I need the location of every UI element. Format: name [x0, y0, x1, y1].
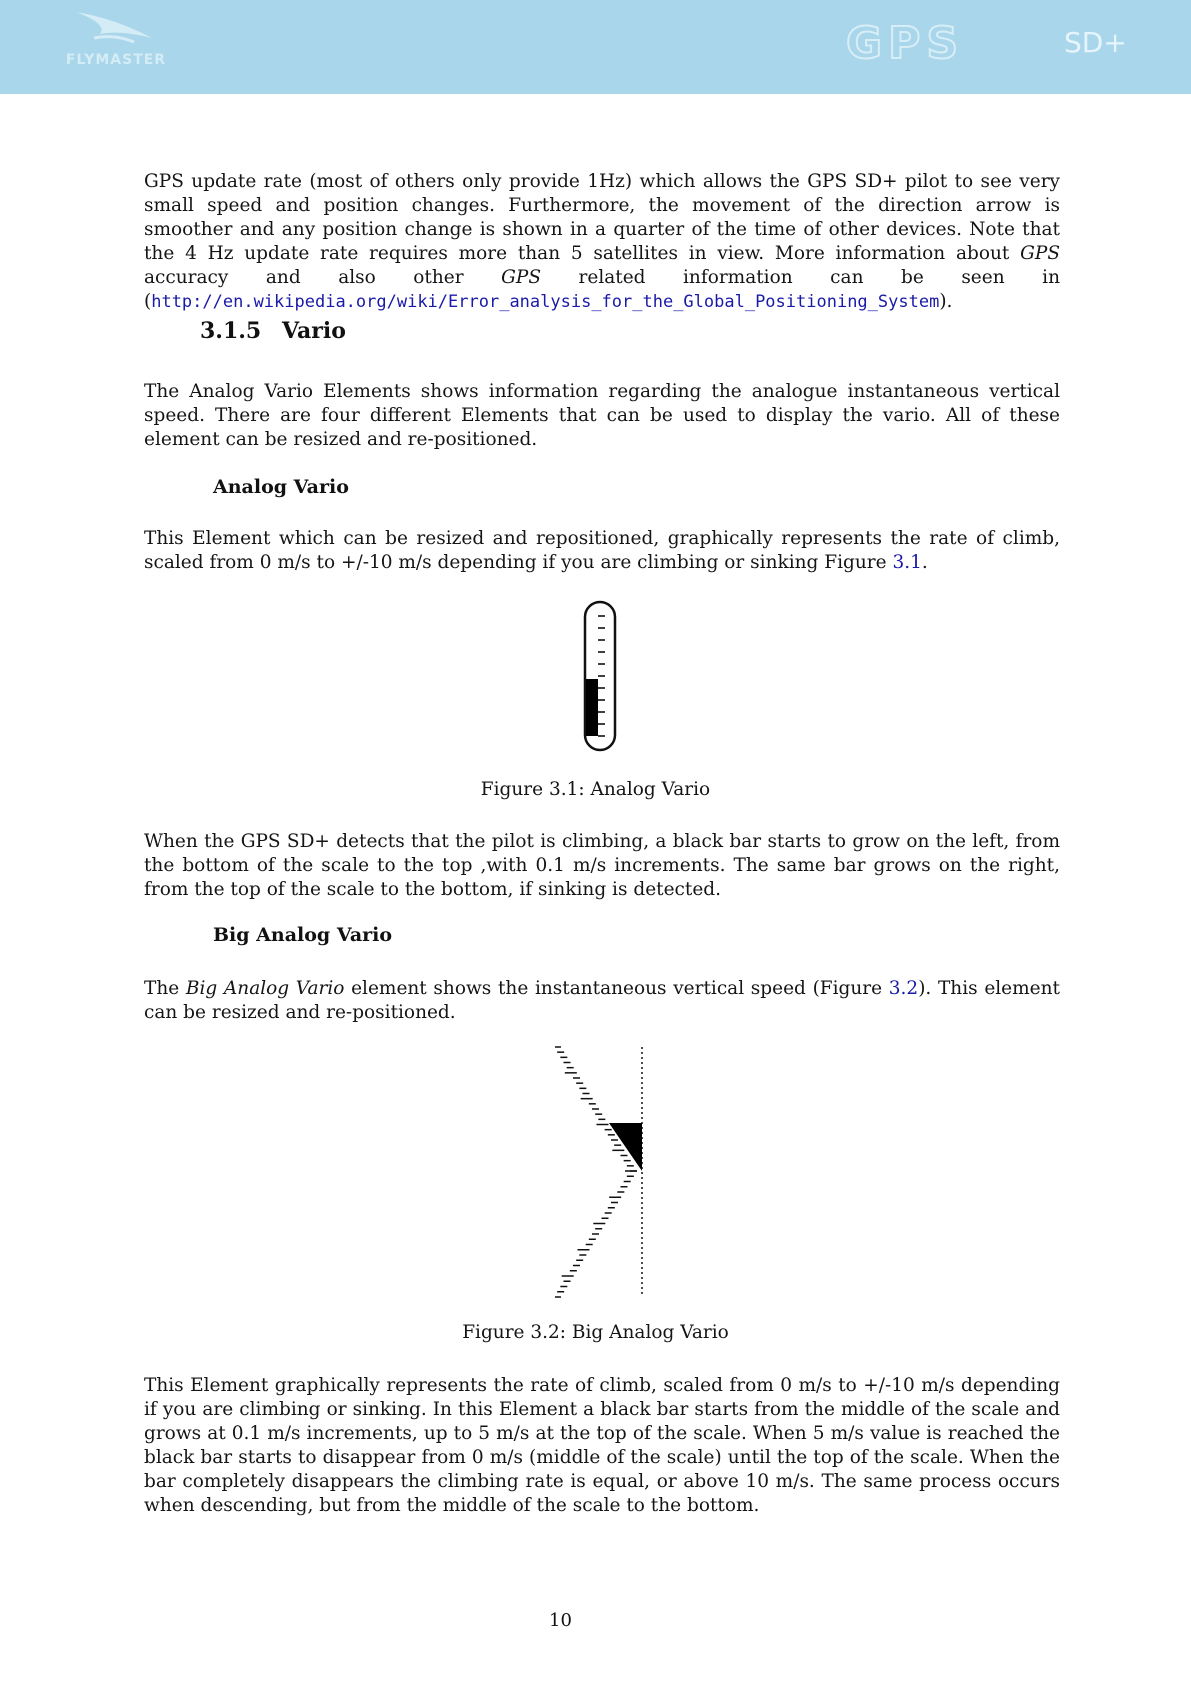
- text-run: GPS update rate (most of others only provide 1Hz) which allows the GPS SD+ pilot to see very small speed and position changes. Furthermore, the movement of the direction arrow is smoother and any position change is shown in a quarter of the time of other devices. Note that the 4 Hz update rate requires more than 5 satellites in view. More information about: [144, 171, 1060, 264]
- figure-3-1-caption: Figure 3.1: Analog Vario: [480, 779, 711, 800]
- figure-3-2-caption: Figure 3.2: Big Analog Vario: [462, 1322, 729, 1343]
- text-run: element shows the instantaneous vertical speed (Figure: [344, 978, 889, 999]
- subhead-big-analog-vario: Big Analog Vario: [213, 924, 393, 946]
- paragraph-climb-bar: [144, 830, 1060, 902]
- figure-ref-link[interactable]: 3.1: [892, 552, 922, 573]
- figure-ref-link[interactable]: 3.2: [888, 978, 919, 999]
- subhead-analog-vario: Analog Vario: [213, 476, 349, 498]
- brand-right-text: GPS: [846, 18, 965, 69]
- brand-right-suffix: SD+: [1064, 26, 1127, 59]
- page-number: 10: [549, 1610, 572, 1631]
- flymaster-wing-icon: [74, 8, 154, 52]
- paragraph-gps-rate: [144, 170, 1060, 314]
- section-number: 3.1.5: [200, 318, 262, 344]
- text-run: The: [144, 978, 186, 999]
- paragraph-vario-intro: [144, 380, 1060, 452]
- paragraph-text: When the GPS SD+ detects that the pilot is climbing, a black bar starts to grow on the left, from the bottom of the scale to the top ,with 0.1 m/s increments. The same bar grows on the right, from the top of the scale to the bottom, if sinking is detected.: [144, 831, 1060, 900]
- text-em: Big Analog Vario: [185, 978, 345, 999]
- paragraph-big-analog-behaviour: [144, 1374, 1060, 1518]
- text-em: GPS: [501, 267, 541, 288]
- flymaster-logo: [56, 8, 176, 72]
- section-heading: [200, 318, 346, 344]
- wikipedia-link[interactable]: http://en.wikipedia.org/wiki/Error_analysis_for_the_Global_Positioning_System: [151, 292, 940, 312]
- text-run: .: [921, 552, 928, 573]
- text-em: GPS: [1020, 243, 1060, 264]
- paragraph-big-analog-desc: [144, 977, 1060, 1025]
- page-header: [0, 0, 1191, 94]
- text-run: accuracy and also other: [144, 267, 502, 288]
- paragraph-text: This Element graphically represents the rate of climb, scaled from 0 m/s to +/-10 m/s depending if you are climbing or sinking. In this Element a black bar starts from the middle of the scale and grows at 0.1 m/s increments, up to 5 m/s at the top of the scale. When 5 m/s value is reached the black bar starts to disappear from 0 m/s (middle of the scale) until the top of the scale. When the bar completely disappears the climbing rate is equal, or above 10 m/s. The same process occurs when descending, but from the middle of the scale to the bottom.: [144, 1375, 1060, 1516]
- text-run: ).: [939, 291, 953, 312]
- brand-left-text: FLYMASTER: [65, 52, 167, 68]
- section-title: Vario: [282, 318, 346, 344]
- text-run: This Element which can be resized and repositioned, graphically represents the rate of climb, scaled from 0 m/s to +/-10 m/s depending if you are climbing or sinking Figure: [144, 528, 1060, 573]
- paragraph-analog-desc: [144, 527, 1060, 575]
- paragraph-text: The Analog Vario Elements shows information regarding the analogue instantaneous vertical speed. There are four different Elements that can be used to display the vario. All of these element can be resized and re-positioned.: [144, 381, 1060, 450]
- gps-sd-logo: [846, 18, 1136, 74]
- text-run: ). This element can be resized and re-positioned.: [144, 978, 1060, 1023]
- big-analog-vario-figure: [555, 1045, 655, 1299]
- analog-vario-figure: [582, 600, 622, 752]
- text-run: related information can be seen in (: [144, 267, 1060, 312]
